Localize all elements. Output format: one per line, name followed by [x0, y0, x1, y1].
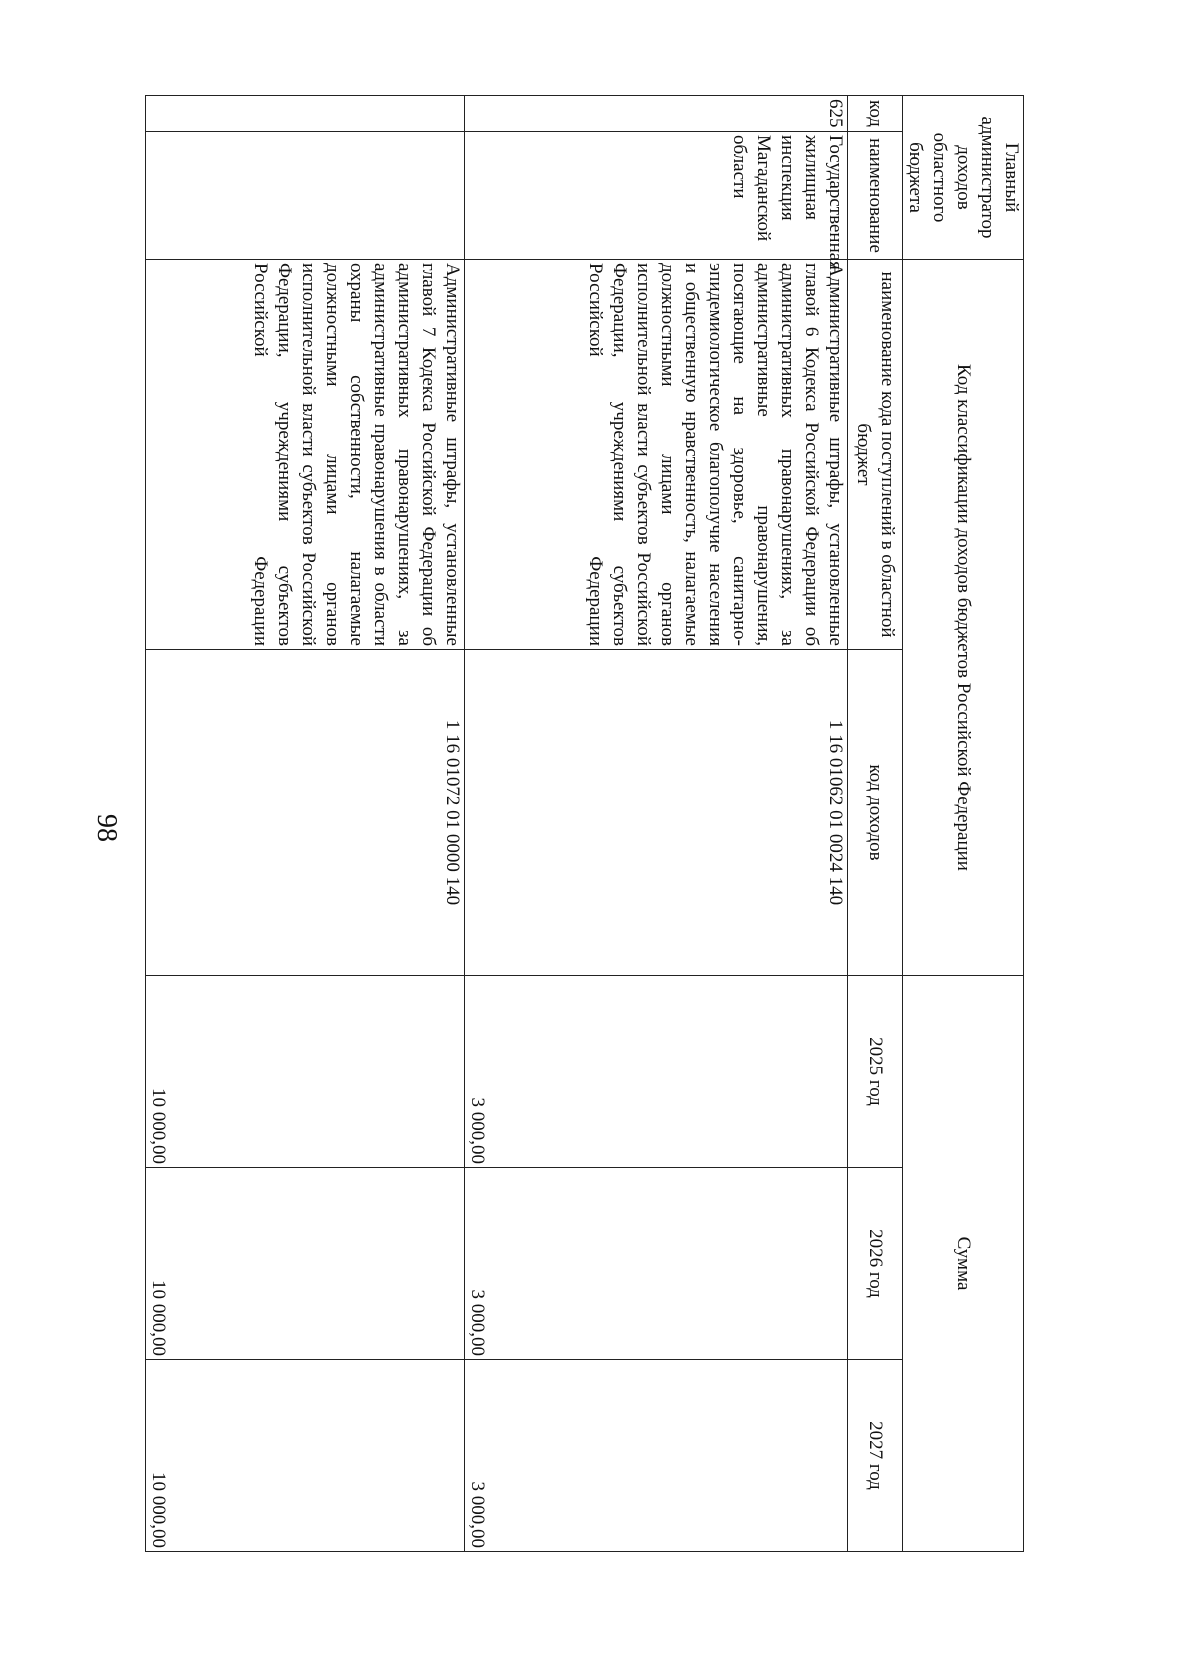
- page-number: 98: [91, 814, 122, 842]
- header-sum-group: Сумма: [903, 976, 1024, 1552]
- admin-code-cell: 625: [465, 96, 848, 132]
- sum-2026-cell: 3 000,00: [465, 1168, 848, 1360]
- header-col-2027: 2027 год: [848, 1360, 903, 1552]
- sum-2027-cell: 3 000,00: [465, 1360, 848, 1552]
- income-code-cell: 1 16 01072 01 0000 140: [146, 650, 465, 976]
- income-name-cell: Административные штрафы, установленные главой 6 Кодекса Российской Федерации об административных правонарушениях, за административные правонарушения, посягающие на здоровье, санитарно-эпидемиологическое благополучие населения и общественную нравственность, налагаемые должностными лицами органов исполнительной власти субъектов Российской Федерации, учреждениями субъектов Российской Федерации: [465, 260, 848, 650]
- sum-2026-cell: 10 000,00: [146, 1168, 465, 1360]
- budget-revenue-table: [145, 95, 1024, 1552]
- income-code-cell: 1 16 01062 01 0024 140: [465, 650, 848, 976]
- sum-2025-cell: 10 000,00: [146, 976, 465, 1168]
- header-admin-group: Главный администратор доходов областного бюджета: [903, 96, 1024, 260]
- sum-2027-cell: 10 000,00: [146, 1360, 465, 1552]
- admin-name-cell: Государственная жилищная инспекция Магаданской области: [465, 132, 848, 260]
- admin-name-cell: [146, 132, 465, 260]
- rotated-page-content: [148, 95, 1024, 1551]
- header-col-2026: 2026 год: [848, 1168, 903, 1360]
- header-col-2025: 2025 год: [848, 976, 903, 1168]
- sum-2025-cell: 3 000,00: [465, 976, 848, 1168]
- table-row: [146, 96, 465, 1552]
- header-col-income-code: код доходов: [848, 650, 903, 976]
- header-classification-group: Код классификации доходов бюджетов Российской Федерации: [903, 260, 1024, 976]
- header-col-code: код: [848, 96, 903, 132]
- admin-code-cell: [146, 96, 465, 132]
- table-row: [465, 96, 848, 1552]
- header-col-income-name: наименование кода поступлений в областной бюджет: [848, 260, 903, 650]
- header-col-name: наименование: [848, 132, 903, 260]
- income-name-cell: Административные штрафы, установленные главой 7 Кодекса Российской Федерации об административных правонарушениях, за административные правонарушения в области охраны собственности, налагаемые должностными лицами органов исполнительной власти субъектов Российской Федерации, учреждениями субъектов Российской Федерации: [146, 260, 465, 650]
